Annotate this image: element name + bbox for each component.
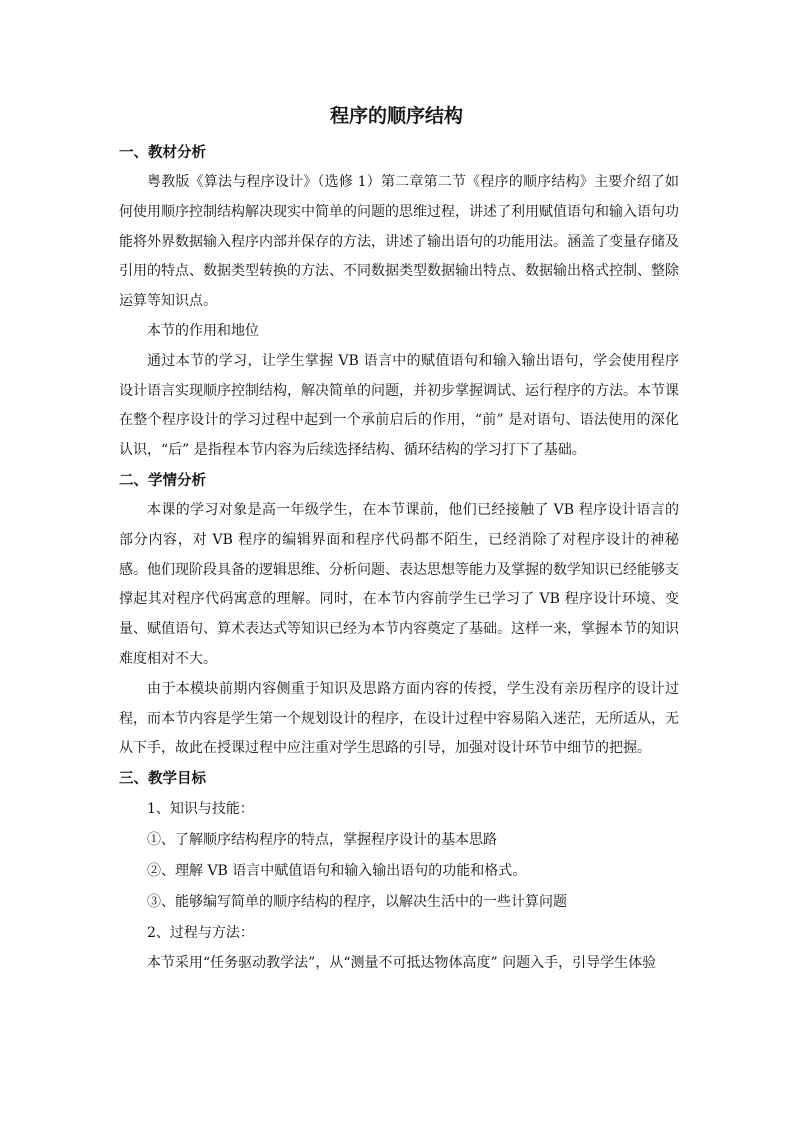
paragraph: 通过本节的学习，让学生掌握 VB 语言中的赋值语句和输入输出语句，学会使用程序设计语言实现顺序控制结构，解决简单的问题，并初步掌握调试、运行程序的方法。本节课在整个程序设计的学习过程中起到一个承前启后的作用，“前” 是对语句、语法使用的深化认识，“后” 是指程本节内容为后续选择结构、循环结构的学习打下了基础。 <box>119 352 679 459</box>
paragraph: 本节采用“任务驱动教学法”，从“测量不可抵达物体高度” 问题入手，引导学生体验 <box>147 955 657 972</box>
section-heading-student-analysis: 二、学情分析 <box>119 471 206 489</box>
document-body <box>119 138 679 979</box>
subheading-role-and-position: 本节的作用和地位 <box>147 322 259 339</box>
section-heading-teaching-goals: 三、教学目标 <box>119 770 206 788</box>
list-item: ①、了解顺序结构程序的特点，掌握程序设计的基本思路 <box>147 832 497 849</box>
list-item: 2、过程与方法： <box>147 925 254 942</box>
list-item: 1、知识与技能： <box>147 801 254 818</box>
paragraph: 粤教版《算法与程序设计》（选修 1）第二章第二节《程序的顺序结构》主要介绍了如何使用顺序控制结构解决现实中简单的问题的思维过程，讲述了利用赋值语句和输入语句功能将外界数据输入程序内部并保存的方法，讲述了输出语句的功能用法。涵盖了变量存储及引用的特点、数据类型转换的方法、不同数据类型数据输出特点、数据输出格式控制、整除运算等知识点。 <box>119 174 679 310</box>
list-item: ②、理解 VB 语言中赋值语句和输入输出语句的功能和格式。 <box>147 863 527 880</box>
list-item: ③、能够编写简单的顺序结构的程序，以解决生活中的一些计算问题 <box>147 894 567 911</box>
page-title: 程序的顺序结构 <box>329 105 463 127</box>
paragraph: 由于本模块前期内容侧重于知识及思路方面内容的传授，学生没有亲历程序的设计过程，而本节内容是学生第一个规划设计的程序，在设计过程中容易陷入迷茫，无所适从，无从下手，故此在授课过程中应注重对学生思路的引导，加强对设计环节中细节的把握。 <box>119 680 679 757</box>
section-heading-textbook-analysis: 一、教材分析 <box>119 144 206 161</box>
paragraph: 本课的学习对象是高一年级学生，在本节课前，他们已经接触了 VB 程序设计语言的部分内容，对 VB 程序的编辑界面和程序代码都不陌生，已经消除了对程序设计的神秘感。他们现阶段具备的逻辑思维、分析问题、表达思想等能力及掌握的数学知识已经能够支撑起其对程序代码寓意的理解。同时，在本节内容前学生已学习了 VB 程序设计环境、变量、赋值语句、算术表达式等知识已经为本节内容奠定了基础。这样一来，掌握本节的知识难度相对不大。 <box>119 501 679 667</box>
